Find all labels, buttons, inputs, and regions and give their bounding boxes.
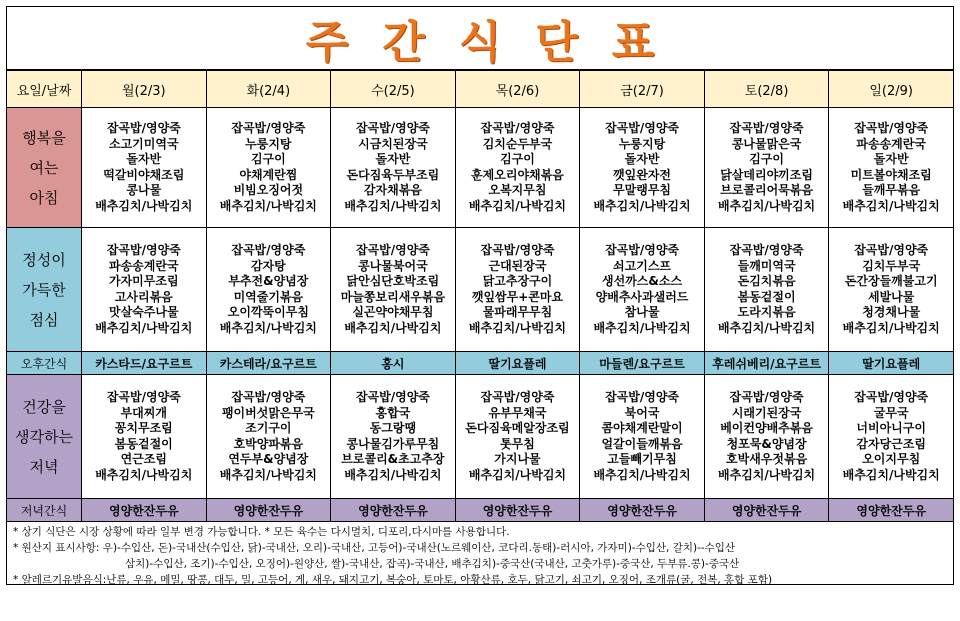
menu-item: 북어국 xyxy=(624,405,660,420)
page-title: 주간식단표 xyxy=(6,6,954,70)
menu-item: 배추김치/나박김치 xyxy=(468,467,567,482)
lunch-menu-cell xyxy=(331,228,456,352)
lunch-menu-cell xyxy=(206,228,331,352)
menu-item: 배추김치/나박김치 xyxy=(842,467,940,482)
evening-snack-cell: 영양한잔두유 xyxy=(82,499,207,522)
breakfast-menu-cell xyxy=(206,108,331,228)
breakfast-row xyxy=(7,108,954,228)
menu-item: 김구이 xyxy=(500,152,535,166)
menu-item: 연두부&양념장 xyxy=(228,452,309,466)
menu-item: 잡곡밥/영양죽 xyxy=(106,243,181,257)
menu-item: 부대찌개 xyxy=(120,405,167,420)
afternoon-snack-cell: 카스테라/요구르트 xyxy=(206,352,331,375)
breakfast-menu-cell xyxy=(829,108,954,228)
menu-item: 베이컨양배추볶음 xyxy=(720,421,813,435)
afternoon-snack-row xyxy=(7,352,954,375)
menu-item: 잡곡밥/영양죽 xyxy=(729,121,804,135)
breakfast-menu-cell xyxy=(455,108,580,228)
menu-item: 고사리볶음 xyxy=(114,289,173,304)
menu-item: 물파래무무침 xyxy=(482,305,553,319)
evening-snack-label: 저녁간식 xyxy=(7,499,82,522)
menu-item: 훈제오리야채볶음 xyxy=(471,167,564,182)
menu-item: 잡곡밥/영양죽 xyxy=(605,243,679,257)
menu-item: 배추김치/나박김치 xyxy=(718,320,816,335)
dinner-menu-cell xyxy=(331,375,456,499)
menu-item: 닭살데리야끼조림 xyxy=(720,167,813,182)
menu-item: 잡곡밥/영양죽 xyxy=(480,121,555,135)
menu-item: 콩나물북어국 xyxy=(358,258,428,273)
afternoon-snack-cell: 카스타드/요구르트 xyxy=(82,352,207,375)
label-line: 아침 xyxy=(29,188,59,207)
note-line: * 원산지 표시사항: 우)-수입산, 돈)-국내산(수입산, 닭)-국내산, 오리)-국내산, 고등어)-국내산(노르웨이산, 코다리.동태)-러시아, 가자미)-수입산, 갈치)--수입산 xyxy=(13,542,736,554)
evening-snack-cell: 영양한잔두유 xyxy=(580,499,705,522)
menu-item: 봄동겉절이 xyxy=(114,436,173,451)
header-row xyxy=(7,71,954,108)
note-line: 삼치)-수입산, 조기)-수입산, 오징어)-원양산, 쌀)-국내산, 잡곡)-국내산, 배추김치)-중국산(국내산, 고춧가루)-중국산, 두부류.콩)-중국산 xyxy=(125,558,740,570)
breakfast-menu-cell xyxy=(704,108,829,228)
menu-item: 시래기된장국 xyxy=(731,405,802,420)
menu-item: 돌자반 xyxy=(624,152,660,166)
menu-sheet xyxy=(6,6,954,585)
day-header: 토(2/8) xyxy=(704,71,829,108)
menu-item: 비빔오징어젓 xyxy=(233,183,304,197)
menu-item: 누룽지탕 xyxy=(245,136,292,151)
corner-cell: 요일/날짜 xyxy=(7,71,82,108)
menu-item: 잡곡밥/영양죽 xyxy=(355,121,430,135)
menu-item: 가지나물 xyxy=(494,452,541,466)
menu-item: 누룽지탕 xyxy=(618,136,666,151)
label-line: 여는 xyxy=(29,158,59,177)
menu-item: 미트볼야채조림 xyxy=(850,167,932,182)
menu-item: 배추김치/나박김치 xyxy=(219,320,317,335)
menu-item: 잡곡밥/영양죽 xyxy=(854,390,929,404)
menu-item: 굴무국 xyxy=(873,405,909,420)
menu-item: 떡갈비야채조림 xyxy=(103,167,185,182)
dinner-label xyxy=(7,375,82,499)
dinner-menu-cell xyxy=(82,375,207,499)
menu-item: 맛살숙주나물 xyxy=(109,305,179,319)
menu-item: 파송송계란국 xyxy=(856,136,926,151)
menu-item: 돈간장들깨불고기 xyxy=(844,274,938,288)
afternoon-snack-cell: 딸기요플레 xyxy=(829,352,954,375)
evening-snack-cell: 영양한잔두유 xyxy=(704,499,829,522)
menu-item: 생선까스&소스 xyxy=(602,274,683,288)
menu-item: 감자채볶음 xyxy=(363,183,422,197)
menu-item: 잡곡밥/영양죽 xyxy=(231,243,306,257)
menu-item: 들깨미역국 xyxy=(737,258,796,273)
menu-item: 배추김치/나박김치 xyxy=(95,467,193,482)
menu-item: 오이지무침 xyxy=(862,452,921,466)
menu-item: 부추전&양념장 xyxy=(228,274,309,288)
menu-item: 잡곡밥/영양죽 xyxy=(355,390,430,404)
menu-item: 잡곡밥/영양죽 xyxy=(231,121,306,135)
day-header: 금(2/7) xyxy=(580,71,705,108)
menu-item: 닭안심단호박조림 xyxy=(346,274,440,288)
menu-item: 홍합국 xyxy=(375,405,411,420)
menu-item: 잡곡밥/영양죽 xyxy=(355,243,430,257)
menu-item: 배추김치/나박김치 xyxy=(593,467,691,482)
breakfast-menu-cell xyxy=(580,108,705,228)
evening-snack-row xyxy=(7,499,954,522)
evening-snack-cell: 영양한잔두유 xyxy=(455,499,580,522)
dinner-menu-cell xyxy=(829,375,954,499)
afternoon-snack-cell: 마들렌/요구르트 xyxy=(580,352,705,375)
menu-item: 배추김치/나박김치 xyxy=(842,320,940,335)
menu-item: 잡곡밥/영양죽 xyxy=(854,121,929,135)
menu-item: 얼갈이들깨볶음 xyxy=(601,436,683,451)
menu-item: 돌자반 xyxy=(126,152,162,166)
label-line: 건강을 xyxy=(22,397,66,416)
menu-item: 너비아니구이 xyxy=(856,421,926,435)
menu-item: 참나물 xyxy=(624,305,660,319)
menu-item: 잡곡밥/영양죽 xyxy=(480,243,555,257)
lunch-menu-cell xyxy=(455,228,580,352)
afternoon-snack-cell: 딸기요플레 xyxy=(455,352,580,375)
menu-item: 돈다짐육메알장조림 xyxy=(465,421,570,435)
menu-item: 김구이 xyxy=(250,152,286,166)
menu-item: 잡곡밥/영양죽 xyxy=(480,390,555,404)
afternoon-snack-cell: 홍시 xyxy=(331,352,456,375)
menu-item: 배추김치/나박김치 xyxy=(468,320,567,335)
dinner-menu-cell xyxy=(704,375,829,499)
menu-item: 근대된장국 xyxy=(488,258,547,273)
lunch-row xyxy=(7,228,954,352)
lunch-label xyxy=(7,228,82,352)
menu-item: 배추김치/나박김치 xyxy=(842,198,940,213)
menu-item: 잡곡밥/영양죽 xyxy=(605,390,679,404)
lunch-menu-cell xyxy=(580,228,705,352)
menu-item: 콩나물 xyxy=(126,183,162,197)
menu-item: 잡곡밥/영양죽 xyxy=(729,390,804,404)
lunch-menu-cell xyxy=(704,228,829,352)
menu-item: 김치두부국 xyxy=(862,258,921,273)
menu-item: 돌자반 xyxy=(375,152,411,166)
menu-item: 소고기미역국 xyxy=(109,136,179,151)
label-line: 점심 xyxy=(29,310,59,329)
menu-item: 감자탕 xyxy=(250,258,286,273)
menu-item: 배추김치/나박김치 xyxy=(344,467,442,482)
menu-item: 브로콜리&초고추장 xyxy=(341,452,445,466)
breakfast-label xyxy=(7,108,82,228)
menu-item: 들깨무볶음 xyxy=(862,183,921,197)
menu-item: 배추김치/나박김치 xyxy=(95,320,193,335)
menu-item: 톳무침 xyxy=(500,436,535,451)
notes-section xyxy=(6,522,954,585)
label-line: 정성이 xyxy=(22,250,66,269)
menu-item: 야채계란찜 xyxy=(239,167,298,182)
menu-item: 연근조림 xyxy=(120,452,167,466)
menu-item: 깻잎완자전 xyxy=(613,167,672,182)
menu-item: 도라지볶음 xyxy=(737,305,796,319)
evening-snack-cell: 영양한잔두유 xyxy=(331,499,456,522)
menu-item: 잡곡밥/영양죽 xyxy=(605,121,679,135)
day-header: 월(2/3) xyxy=(82,71,207,108)
menu-item: 깻잎쌈무+콘마요 xyxy=(471,289,564,304)
dinner-menu-cell xyxy=(580,375,705,499)
menu-item: 배추김치/나박김치 xyxy=(344,320,442,335)
menu-item: 콤야채계란말이 xyxy=(601,421,683,435)
breakfast-menu-cell xyxy=(82,108,207,228)
menu-item: 닭고추장구이 xyxy=(482,274,553,288)
menu-item: 돈다짐육두부조림 xyxy=(346,167,440,182)
menu-item: 브로콜리어묵볶음 xyxy=(720,183,813,197)
menu-item: 호박새우젓볶음 xyxy=(726,452,808,466)
menu-item: 가자미무조림 xyxy=(109,274,179,288)
menu-item: 배추김치/나박김치 xyxy=(718,198,816,213)
menu-item: 배추김치/나박김치 xyxy=(593,320,691,335)
menu-item: 잡곡밥/영양죽 xyxy=(231,390,306,404)
dinner-menu-cell xyxy=(206,375,331,499)
menu-item: 돌자반 xyxy=(873,152,909,166)
menu-item: 세발나물 xyxy=(868,289,915,304)
menu-item: 팽이버섯맑은무국 xyxy=(221,405,315,420)
menu-item: 잡곡밥/영양죽 xyxy=(106,121,181,135)
menu-item: 봄동겉절이 xyxy=(737,289,796,304)
menu-item: 잡곡밥/영양죽 xyxy=(729,243,804,257)
label-line: 생각하는 xyxy=(15,427,73,446)
menu-item: 콩나물김가루무침 xyxy=(346,436,440,451)
menu-item: 양배추사과샐러드 xyxy=(595,289,689,304)
note-line: * 상기 식단은 시장 상황에 따라 일부 변경 가능합니다. * 모든 육수는 다시멸치, 디포리,다시마를 사용합니다. xyxy=(13,526,510,538)
menu-item: 배추김치/나박김치 xyxy=(344,198,442,213)
day-header: 목(2/6) xyxy=(455,71,580,108)
menu-item: 실곤약야채무침 xyxy=(352,305,434,319)
breakfast-menu-cell xyxy=(331,108,456,228)
evening-snack-cell: 영양한잔두유 xyxy=(829,499,954,522)
menu-item: 동그랑땡 xyxy=(369,421,417,435)
menu-item: 미역줄기볶음 xyxy=(233,289,304,304)
menu-item: 파송송계란국 xyxy=(109,258,179,273)
menu-item: 조기구이 xyxy=(245,421,292,435)
label-line: 행복을 xyxy=(22,128,66,147)
note-line: * 알레르기유발음식:난류, 우유, 메밀, 땅콩, 대두, 밀, 고등어, 게, 새우, 돼지고기, 복숭아, 토마토, 아황산류, 호두, 닭고기, 쇠고기, 오징어, 조개류(굴, 전복, 홍합 포함) xyxy=(13,574,773,586)
menu-item: 돈김치볶음 xyxy=(737,274,796,288)
dinner-row xyxy=(7,375,954,499)
menu-item: 오이깍뚝이무침 xyxy=(227,305,309,319)
label-line: 가득한 xyxy=(22,280,66,299)
menu-item: 꽁치무조림 xyxy=(114,421,173,435)
afternoon-snack-label: 오후간식 xyxy=(7,352,82,375)
lunch-menu-cell xyxy=(829,228,954,352)
menu-item: 감자당근조림 xyxy=(856,436,926,451)
menu-table xyxy=(6,70,954,522)
menu-item: 김구이 xyxy=(749,152,784,166)
menu-item: 시금치된장국 xyxy=(358,136,428,151)
menu-item: 김치순두부국 xyxy=(482,136,553,151)
menu-item: 마늘쫑보리새우볶음 xyxy=(340,289,446,304)
menu-item: 유부무채국 xyxy=(488,405,547,420)
menu-item: 청경채나물 xyxy=(862,305,921,319)
lunch-menu-cell xyxy=(82,228,207,352)
menu-item: 무말랭무침 xyxy=(613,183,672,197)
menu-item: 배추김치/나박김치 xyxy=(593,198,691,213)
menu-item: 쇠고기스프 xyxy=(613,258,672,273)
menu-item: 배추김치/나박김치 xyxy=(95,198,193,213)
menu-item: 배추김치/나박김치 xyxy=(468,198,567,213)
menu-item: 청포묵&양념장 xyxy=(726,436,807,451)
menu-item: 콩나물맑은국 xyxy=(731,136,802,151)
dinner-menu-cell xyxy=(455,375,580,499)
menu-item: 잡곡밥/영양죽 xyxy=(854,243,929,257)
day-header: 화(2/4) xyxy=(206,71,331,108)
menu-item: 잡곡밥/영양죽 xyxy=(106,390,181,404)
day-header: 수(2/5) xyxy=(331,71,456,108)
label-line: 저녁 xyxy=(29,457,59,476)
menu-item: 호박양파볶음 xyxy=(233,436,304,451)
afternoon-snack-cell: 후레쉬베리/요구르트 xyxy=(704,352,829,375)
evening-snack-cell: 영양한잔두유 xyxy=(206,499,331,522)
menu-item: 고들빼기무침 xyxy=(607,452,677,466)
menu-item: 배추김치/나박김치 xyxy=(718,467,816,482)
menu-item: 오복지무침 xyxy=(488,183,547,197)
day-header: 일(2/9) xyxy=(829,71,954,108)
menu-item: 배추김치/나박김치 xyxy=(219,467,317,482)
menu-item: 배추김치/나박김치 xyxy=(219,198,317,213)
